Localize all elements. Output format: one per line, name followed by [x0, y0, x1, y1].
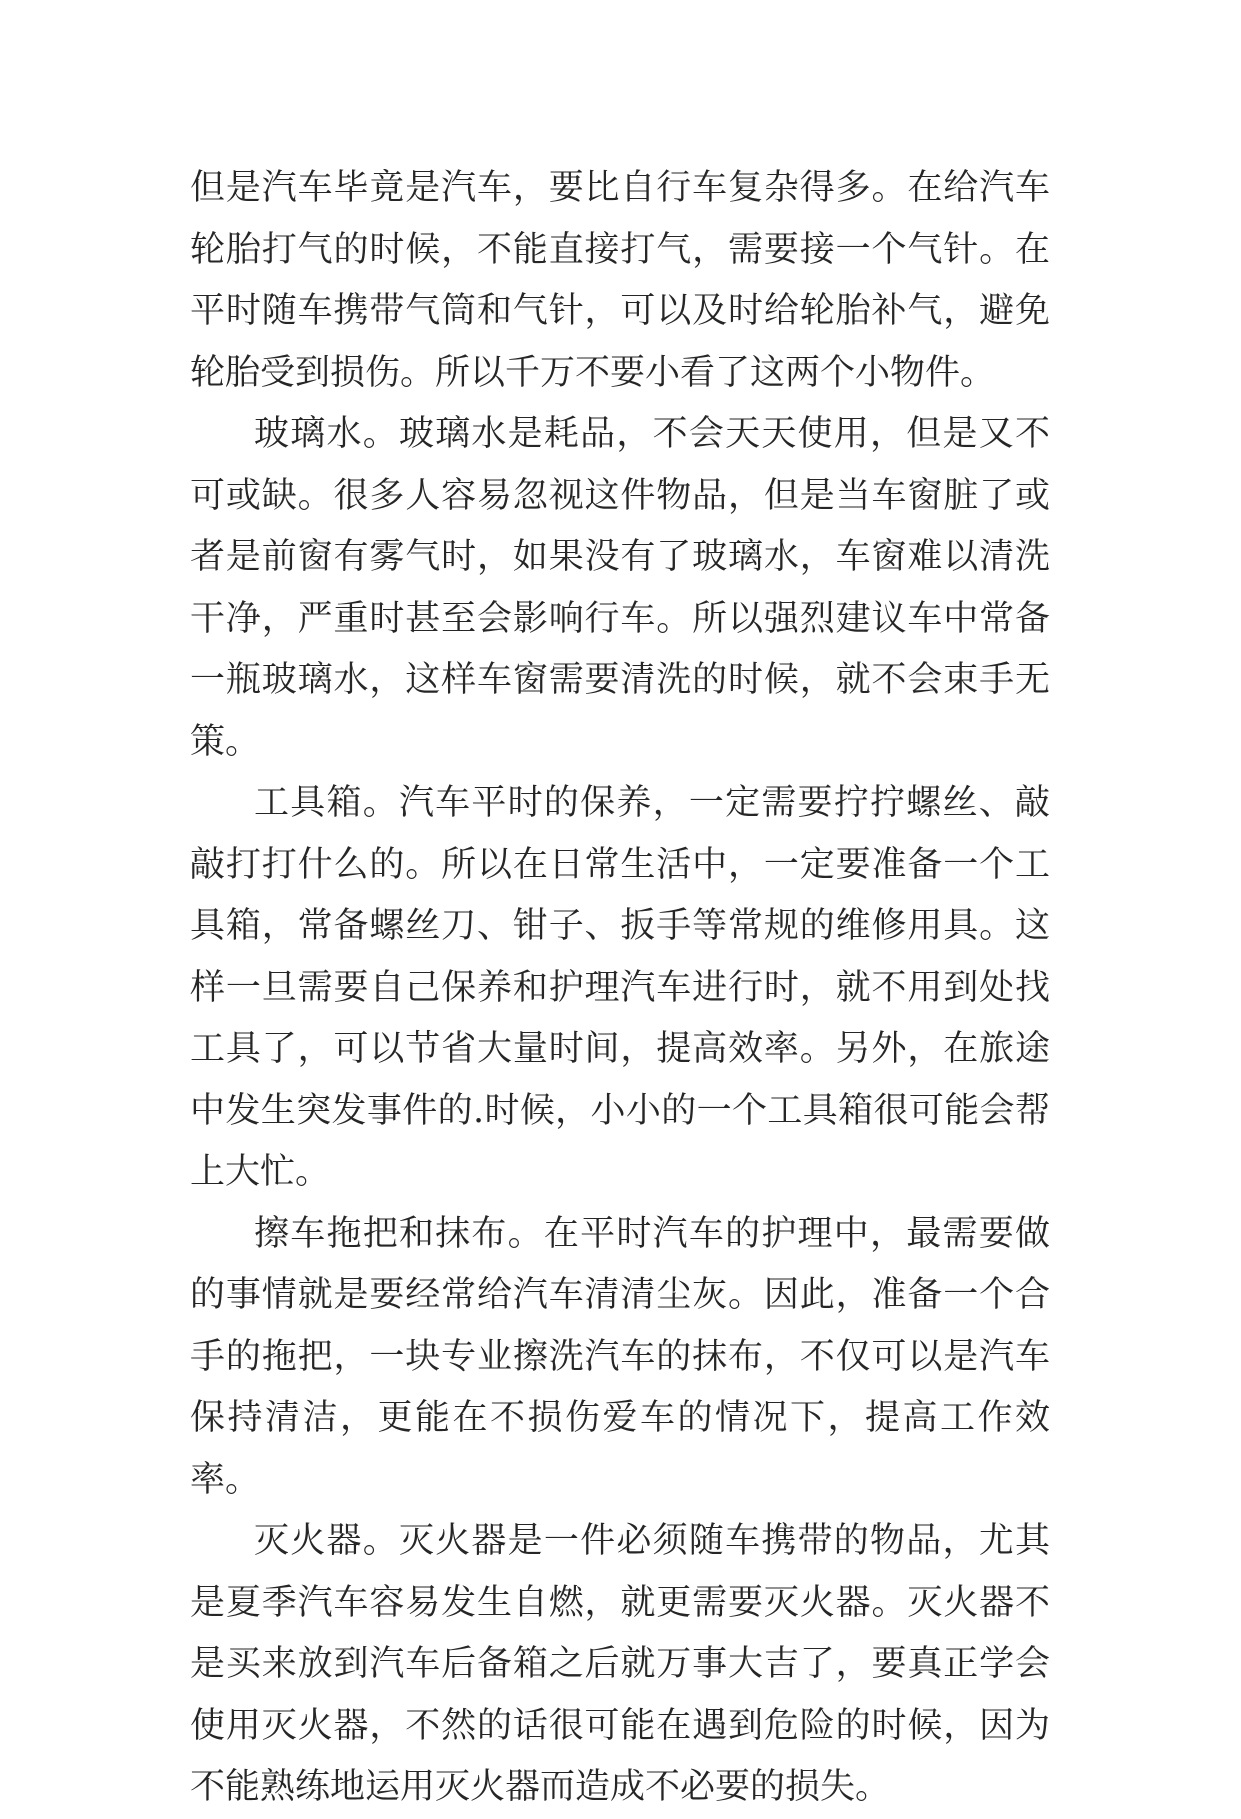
paragraph-fire-extinguisher: 灭火器。灭火器是一件必须随车携带的物品，尤其是夏季汽车容易发生自燃，就更需要灭火器。灭火器不是买来放到汽车后备箱之后就万事大吉了，要真正学会使用灭火器，不然的话很可能在遇到危险的时候，因为不能熟练地运用灭火器而造成不必要的损失。 — [190, 1521, 1050, 1807]
paragraph-washer-fluid: 玻璃水。玻璃水是耗品，不会天天使用，但是又不可或缺。很多人容易忽视这件物品，但是当车窗脏了或者是前窗有雾气时，如果没有了玻璃水，车窗难以清洗干净，严重时甚至会影响行车。所以强烈建议车中常备一瓶玻璃水，这样车窗需要清洗的时候，就不会束手无策。 — [190, 414, 1050, 762]
paragraph-mop-and-cloth: 擦车拖把和抹布。在平时汽车的护理中，最需要做的事情就是要经常给汽车清清尘灰。因此，准备一个合手的拖把，一块专业擦洗汽车的抹布，不仅可以是汽车保持清洁，更能在不损伤爱车的情况下，提高工作效率。 — [190, 1213, 1050, 1500]
paragraph-toolbox: 工具箱。汽车平时的保养，一定需要拧拧螺丝、敲敲打打什么的。所以在日常生活中，一定要准备一个工具箱，常备螺丝刀、钳子、扳手等常规的维修用具。这样一旦需要自己保养和护理汽车进行时，就不用到处找工具了，可以节省大量时间，提高效率。另外，在旅途中发生突发事件的.时候，小小的一个工具箱很可能会帮上大忙。 — [190, 783, 1050, 1192]
paragraph-air-pump: 但是汽车毕竟是汽车，要比自行车复杂得多。在给汽车轮胎打气的时候，不能直接打气，需要接一个气针。在平时随车携带气筒和气针，可以及时给轮胎补气，避免轮胎受到损伤。所以千万不要小看了这两个小物件。 — [190, 168, 1050, 393]
document-body — [190, 158, 1050, 1819]
